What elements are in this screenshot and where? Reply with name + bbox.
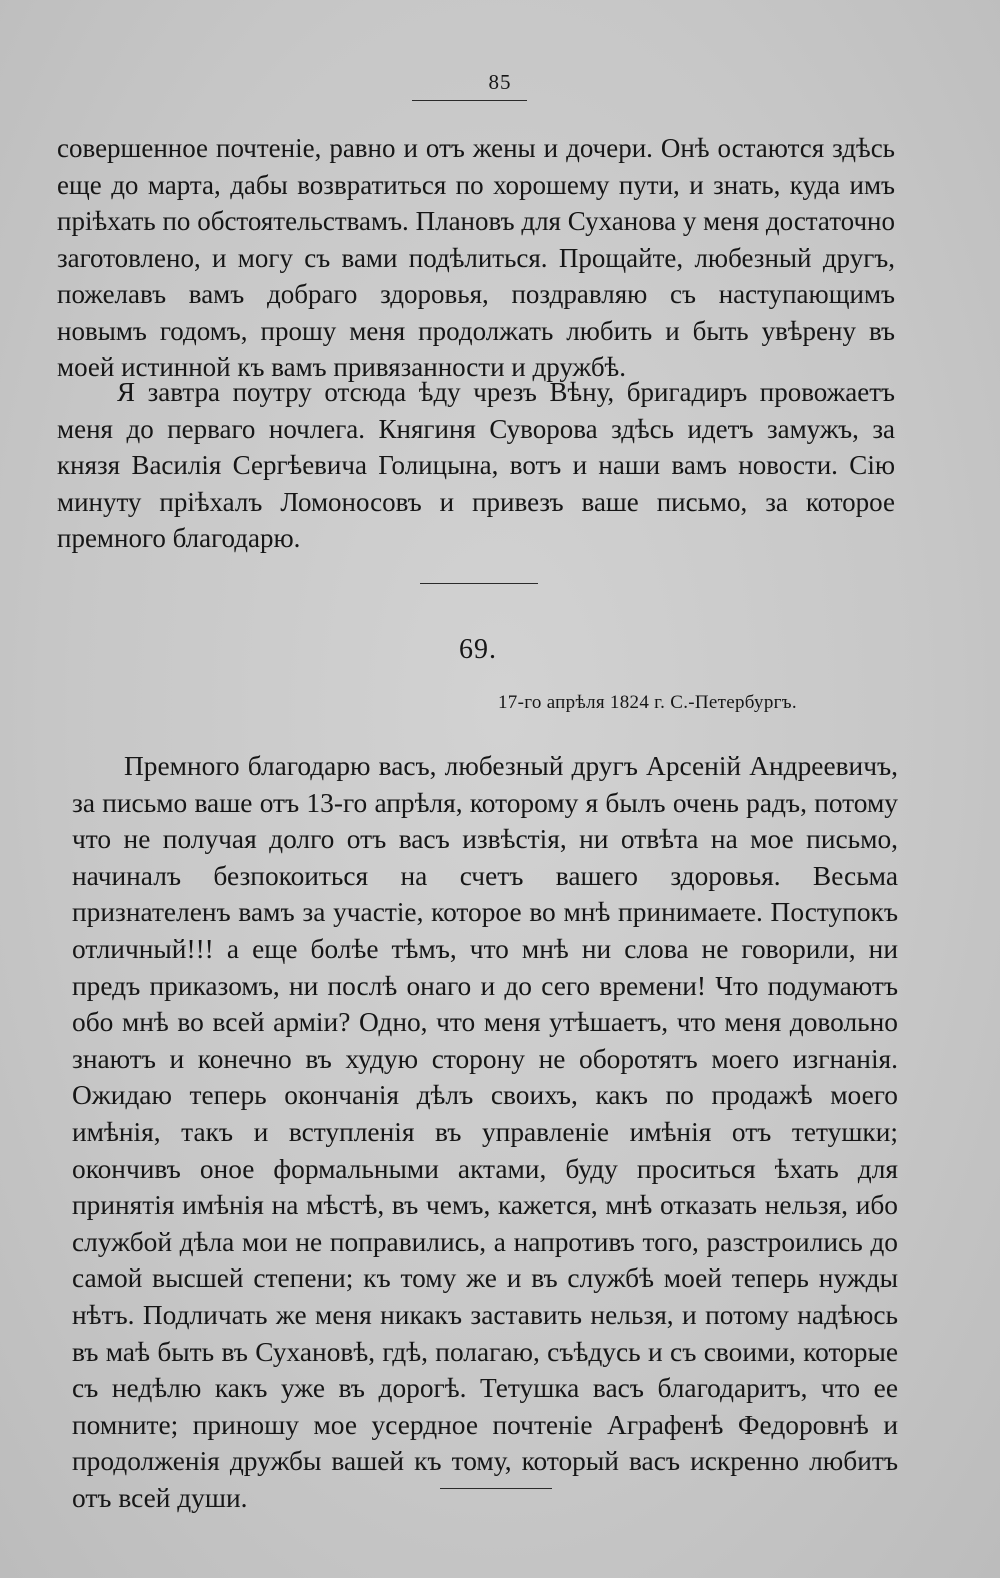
letter-dateline: 17-го апрѣля 1824 г. С.-Петербургъ. <box>498 692 797 713</box>
paragraph-continuation: совершенное почтеніе, равно и отъ жены и дочери. Онѣ остаются здѣсь еще до марта, дабы возвратиться по хорошему пути, и знать, куда имъ пріѣхать по обстоятельствамъ. Плановъ для Суханова у меня достаточно заготовлено, и могу съ вами подѣлиться. Прощайте, любезный другъ, пожелавъ вамъ добраго здоровья, поздравляю съ наступающимъ новымъ годомъ, прошу меня продолжать любить и быть увѣрену въ моей истинной къ вамъ привязанности и дружбѣ. <box>57 133 895 382</box>
page-number: 85 <box>488 70 512 94</box>
paragraph-postscript: Я завтра поутру отсюда ѣду чрезъ Вѣну, бригадиръ провожаетъ меня до перваго ночлега. Княгиня Суворова здѣсь идетъ замужъ, за князя Василія Сергѣевича Голицына, вотъ и наши вамъ новости. Сію минуту пріѣхалъ Ломоносовъ и привезъ ваше письмо, за которое премного благодарю. <box>57 377 895 553</box>
section-divider <box>420 583 538 584</box>
end-rule <box>440 1488 552 1489</box>
header-rule <box>412 100 527 101</box>
letter-body: Премного благодарю васъ, любезный другъ Арсеній Андреевичъ, за письмо ваше отъ 13-го апрѣля, которому я былъ очень радъ, потому что не получая долго отъ васъ извѣстія, ни отвѣта на мое письмо, начиналъ безпокоиться на счетъ вашего здоровья. Весьма признателенъ вамъ за участіе, которое во мнѣ принимаете. Поступокъ отличный!!! а еще болѣе тѣмъ, что мнѣ ни слова не говорили, ни предъ приказомъ, ни послѣ онаго и до сего времени! Что подумаютъ обо мнѣ во всей арміи? Одно, что меня утѣшаетъ, что меня довольно знаютъ и конечно въ худую сторону не оборотятъ моего изгнанія. Ожидаю теперь окончанія дѣлъ своихъ, какъ по продажѣ моего имѣнія, такъ и вступленія въ управленіе имѣнія отъ тетушки; окончивъ оное формальными актами, буду проситься ѣхать для принятія имѣнія на мѣстѣ, въ чемъ, кажется, мнѣ отказать нельзя, ибо службой дѣла мои не поправились, а напротивъ того, разстроились до самой высшей степени; къ тому же и въ службѣ моей теперь нужды нѣтъ. Подличать же меня никакъ заставить нельзя, и потому надѣюсь въ маѣ быть въ Сухановѣ, гдѣ, полагаю, съѣдусь и съ своими, которые съ недѣлю какъ уже въ дорогѣ. Тетушка васъ благодаритъ, что ее помните; приношу мое усердное почтеніе Аграфенѣ Федоровнѣ и продолженія дружбы вашей къ тому, который васъ искренно любитъ отъ всей души. <box>72 751 898 1513</box>
letter-number: 69. <box>459 634 497 665</box>
